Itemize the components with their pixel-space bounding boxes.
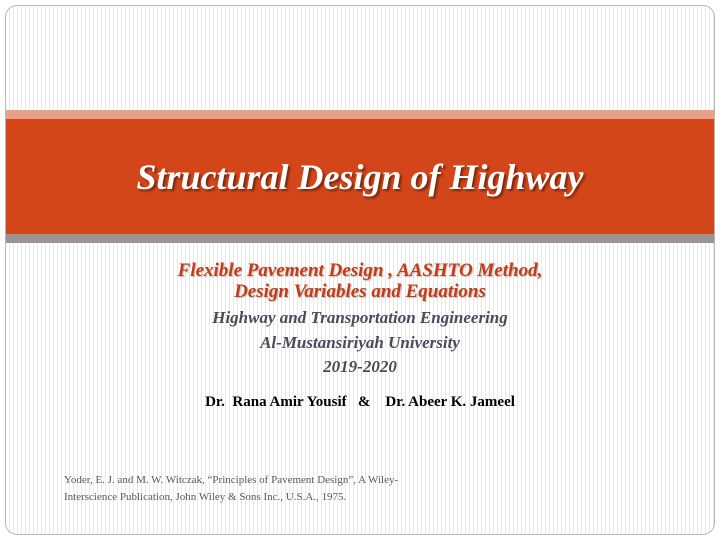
academic-year: 2019-2020: [323, 357, 397, 376]
reference-line-1: Yoder, E. J. and M. W. Witczak, “Principles of Pavement Design”, A Wiley-: [64, 474, 399, 486]
course-name: Highway and Transportation Engineering: [212, 308, 508, 327]
slide-subtitle: [6, 260, 714, 302]
slide-title: Structural Design of Highway: [136, 157, 584, 197]
reference-line-2: Interscience Publication, John Wiley & Sons Inc., U.S.A., 1975.: [64, 491, 347, 503]
title-band-bottom-stripe: [6, 234, 714, 243]
title-band-top-stripe: [6, 110, 714, 119]
reference-citation: [64, 472, 484, 506]
subtitle-line-2: Design Variables and Equations: [234, 281, 486, 302]
university-name: Al-Mustansiriyah University: [260, 333, 460, 352]
slide-frame: [5, 5, 715, 535]
authors: Dr. Rana Amir Yousif & Dr. Abeer K. Jameel: [205, 394, 515, 410]
subtitle-line-1: Flexible Pavement Design , AASHTO Method,: [177, 260, 543, 281]
